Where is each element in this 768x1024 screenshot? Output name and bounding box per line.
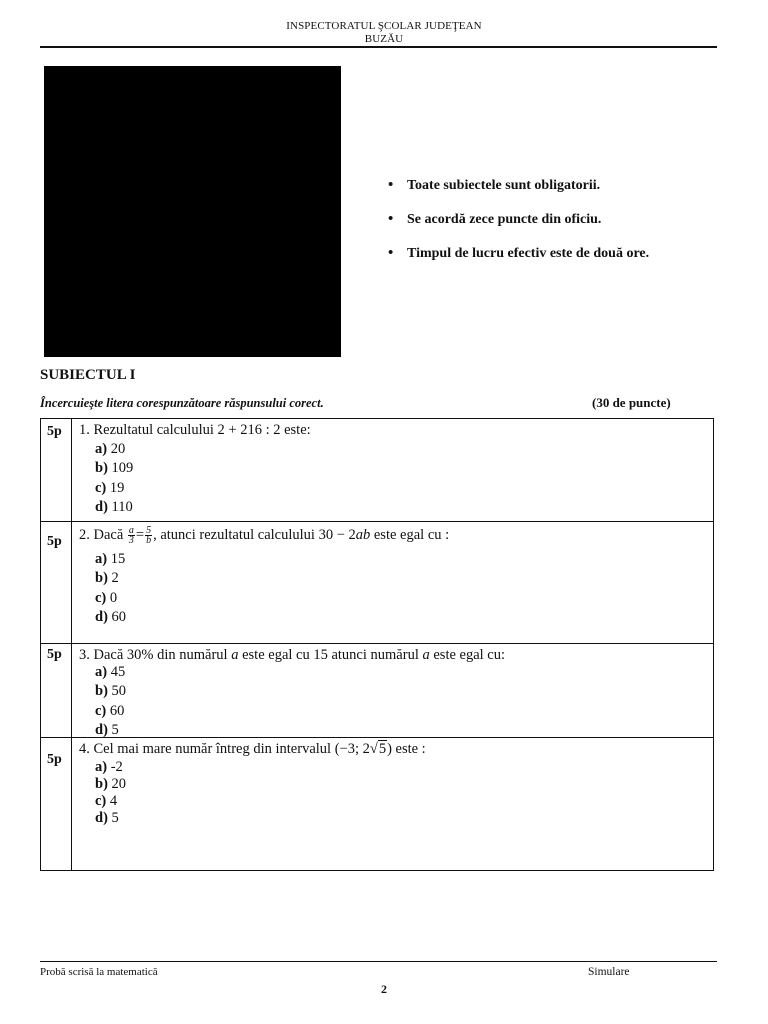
footer-divider <box>40 961 717 962</box>
sqrt-argument: 5 <box>378 741 387 757</box>
page-number: 2 <box>381 982 387 996</box>
question-score: 5p <box>47 534 62 549</box>
answer-option[interactable]: d) 5 <box>95 810 119 826</box>
fraction-a-over-3: $\frac{a}{3}$ <box>128 525 134 546</box>
answer-option[interactable]: a) 15 <box>95 551 126 567</box>
question-text: 3. Dacă 30% din numărul a este egal cu 15 atunci numărul a este egal cu: <box>79 647 506 663</box>
question-score: 5p <box>47 752 62 767</box>
answer-option[interactable]: d) 5 <box>95 721 119 738</box>
answer-option[interactable]: d) 110 <box>95 498 133 515</box>
question-row-1 <box>41 419 713 521</box>
answer-option[interactable]: b) 2 <box>95 570 119 587</box>
rule-item: • Timpul de lucru efectiv este de două ore. <box>388 246 649 280</box>
answer-options <box>95 441 133 518</box>
question-row-2 <box>41 522 713 643</box>
question-text: 1. Rezultatul calculului 2 + 216 : 2 este: <box>79 422 311 438</box>
question-row-4 <box>41 738 713 870</box>
fraction-5-over-b: $\frac{5}{b}$ <box>146 525 152 546</box>
question-text: 4. Cel mai mare număr întreg din intervalul (−3; 2√5) este : <box>79 741 426 757</box>
header-institution: INSPECTORATUL ŞCOLAR JUDEŢEAN <box>286 20 482 32</box>
section-points: (30 de puncte) <box>592 395 671 410</box>
answer-option[interactable]: d) 60 <box>95 608 127 625</box>
answer-option[interactable]: b) 50 <box>95 683 127 700</box>
answer-option[interactable]: c) 0 <box>95 589 118 606</box>
header-divider <box>40 46 717 48</box>
answer-option[interactable]: c) 19 <box>95 479 125 496</box>
answer-option[interactable]: a) 45 <box>95 664 126 680</box>
section-title: SUBIECTUL I <box>40 367 136 383</box>
redacted-image-block <box>44 66 341 357</box>
questions-table <box>40 418 714 871</box>
question-row-3 <box>41 644 713 737</box>
answer-option[interactable]: c) 60 <box>95 702 125 719</box>
answer-option[interactable]: b) 109 <box>95 460 134 477</box>
document-header <box>0 20 768 46</box>
question-score: 5p <box>47 647 62 662</box>
footer-exam-name: Probă scrisă la matematică <box>40 966 158 978</box>
section-instruction: Încercuieşte litera corespunzătoare răspunsului corect. <box>40 396 324 410</box>
rule-item: • Toate subiectele sunt obligatorii. <box>388 178 649 212</box>
question-score: 5p <box>47 424 62 439</box>
answer-option[interactable]: a) 20 <box>95 441 126 457</box>
answer-options <box>95 551 126 628</box>
answer-option[interactable]: c) 4 <box>95 793 118 809</box>
footer-exam-type: Simulare <box>588 966 630 978</box>
answer-options <box>95 664 126 741</box>
question-text: 2. Dacă $\frac{a}{3}$ = $\frac{5}{b}$ , atunci rezultatul calculului 30 − 2ab este egal cu : <box>79 525 450 546</box>
header-county: BUZĂU <box>364 33 404 45</box>
answer-option[interactable]: a) -2 <box>95 759 123 775</box>
answer-option[interactable]: b) 20 <box>95 776 127 792</box>
answer-options <box>95 759 126 827</box>
exam-rules-list <box>388 178 649 280</box>
rule-item: • Se acordă zece puncte din oficiu. <box>388 212 649 246</box>
